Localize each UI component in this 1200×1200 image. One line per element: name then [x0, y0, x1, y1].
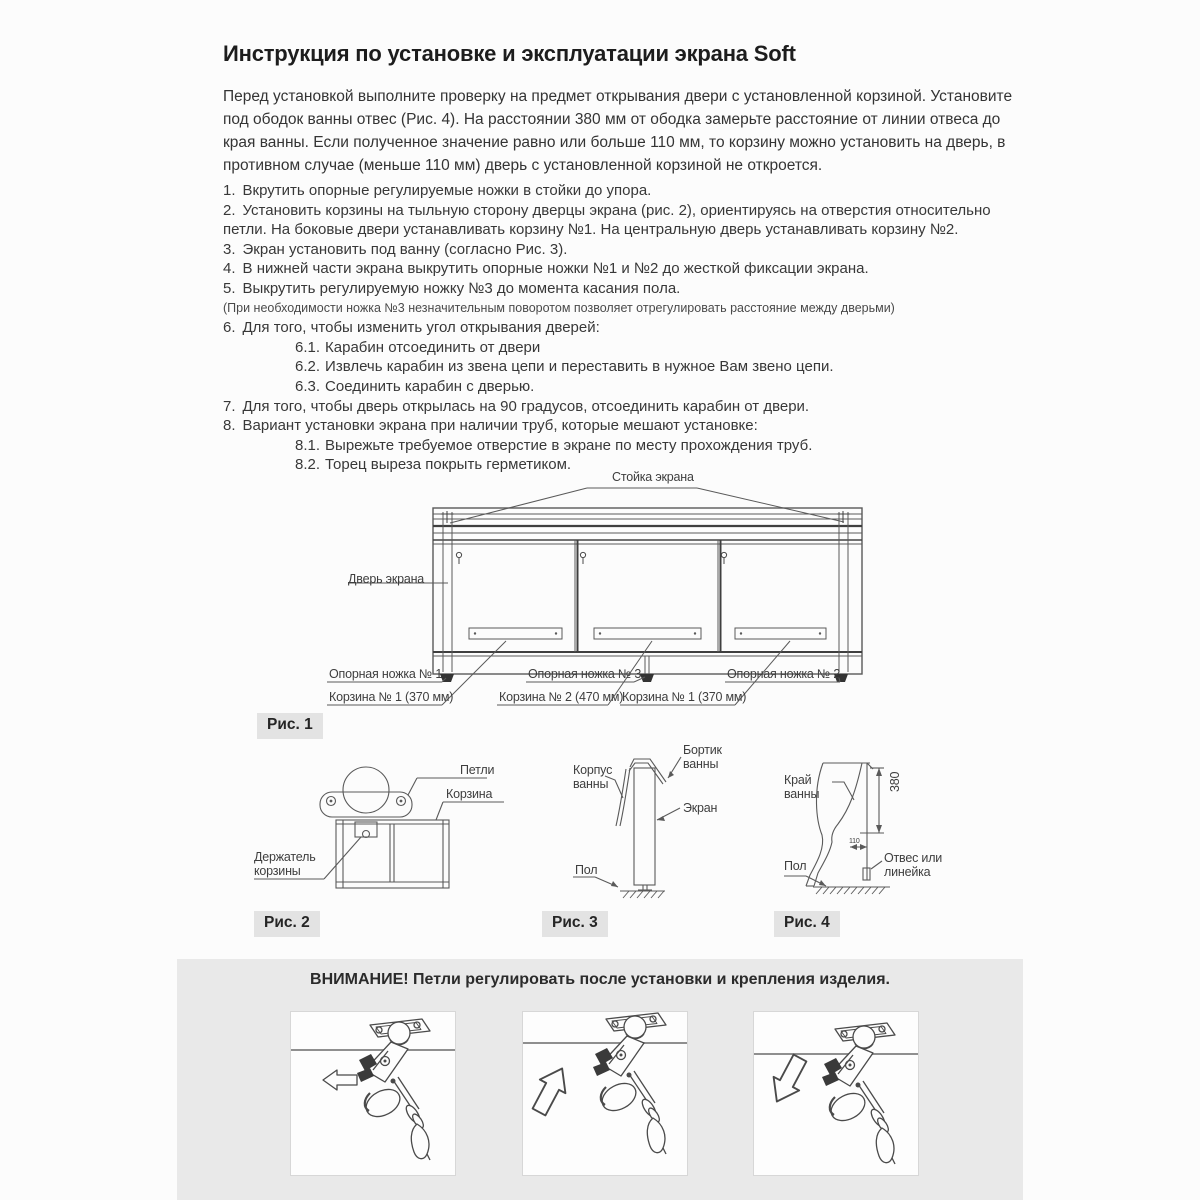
hinge-drawing: [754, 1012, 918, 1175]
step-note: (При необходимости ножка №3 незначительным поворотом позволяет отрегулировать расстояние между дверьми): [223, 300, 895, 315]
fig1-label-leg3: Опорная ножка № 3: [528, 667, 642, 681]
left-arrow-icon: [323, 1070, 357, 1090]
fig4-plumb-measurement-drawing: [770, 740, 1000, 905]
step-item: 7. Для того, чтобы дверь открылась на 90 градусов, отсоединить карабин от двери.: [223, 397, 810, 415]
hinge-drawing: [291, 1012, 455, 1175]
step-item: 3. Экран установить под ванну (согласно Рис. 3).: [223, 240, 568, 258]
hinge-adjustment-panel-1: [290, 1011, 456, 1176]
warning-text: ВНИМАНИЕ! Петли регулировать после установки и крепления изделия.: [310, 971, 890, 988]
step-subitem: 8.2. Торец выреза покрыть герметиком.: [295, 456, 572, 474]
fig3-label-floor: Пол: [575, 863, 598, 877]
fig2-caption: Рис. 2: [254, 911, 320, 937]
hinge-adjustment-panel-3: [753, 1011, 919, 1176]
fig1-label-leg1: Опорная ножка № 1: [329, 667, 443, 681]
hinge-drawing: [523, 1012, 687, 1175]
fig4-label-plumb: Отвес или линейка: [884, 851, 943, 879]
fig1-label-basket1b: Корзина № 1 (370 мм): [622, 690, 747, 704]
page-title: Инструкция по установке и эксплуатации экрана Soft: [223, 41, 796, 66]
hinge-adjustment-panel-2: [522, 1011, 688, 1176]
step-subitem: 8.1. Вырежьте требуемое отверстие в экране по месту прохождения труб.: [295, 436, 813, 454]
fig4-label-floor: Пол: [784, 859, 807, 873]
down-left-arrow-icon: [764, 1051, 813, 1108]
fig4-caption: Рис. 4: [774, 911, 840, 937]
installation-steps-list: [223, 181, 1023, 475]
fig4-label-edge: Край ванны: [784, 773, 820, 801]
fig3-caption: Рис. 3: [542, 911, 608, 937]
fig1-label-leg2: Опорная ножка № 2: [727, 667, 841, 681]
fig3-label-body: Корпус ванны: [573, 763, 613, 791]
step-item: 6. Для того, чтобы изменить угол открывания дверей:: [223, 319, 600, 337]
intro-paragraph: Перед установкой выполните проверку на предмет открывания двери с установленной корзиной. Установите под ободок ванны отвес (Рис. 4). На расстоянии 380 мм от ободка замерьте расстояние от линии отвеса до края ванны. Если полученное значение равно или больше 110 мм, то корзину можно установить на дверь, в противном случае (меньше 110 мм) дверь с установленной корзиной не откроется.: [223, 88, 1013, 174]
fig2-label-basket: Корзина: [446, 787, 493, 801]
fig1-label-stand: Стойка экрана: [612, 470, 694, 484]
fig3-label-rim: Бортик ванны: [683, 743, 722, 771]
fig4-dim-380: 380: [888, 771, 902, 792]
step-item: 5. Выкрутить регулируемую ножку №3 до момента касания пола.: [223, 279, 681, 297]
step-item: 1. Вкрутить опорные регулируемые ножки в стойки до упора.: [223, 182, 652, 199]
step-subitem: 6.3. Соединить карабин с дверью.: [295, 377, 535, 395]
fig1-label-door: Дверь экрана: [348, 572, 425, 586]
step-item: 4. В нижней части экрана выкрутить опорные ножки №1 и №2 до жесткой фиксации экрана.: [223, 260, 869, 278]
fig1-label-basket1a: Корзина № 1 (370 мм): [329, 690, 454, 704]
fig2-label-hinges: Петли: [460, 763, 495, 777]
fig2-label-holder: Держатель корзины: [254, 850, 316, 878]
step-item: 2. Установить корзины на тыльную сторону дверцы экрана (рис. 2), ориентируясь на отверстия относительно петли. На боковые двери устанавливать корзину №1. На центральную дверь устанавливать корзину №2.: [223, 201, 991, 239]
fig4-dim-110: 110: [849, 838, 860, 845]
fig3-label-screen: Экран: [683, 801, 718, 815]
up-right-arrow-icon: [526, 1062, 575, 1119]
step-subitem: 6.1. Карабин отсоединить от двери: [295, 338, 541, 356]
fig1-caption: Рис. 1: [257, 713, 323, 739]
fig1-label-basket2: Корзина № 2 (470 мм): [499, 690, 624, 704]
step-item: 8. Вариант установки экрана при наличии труб, которые мешают установке:: [223, 417, 758, 435]
step-subitem: 6.2. Извлечь карабин из звена цепи и переставить в нужное Вам звено цепи.: [295, 358, 834, 376]
